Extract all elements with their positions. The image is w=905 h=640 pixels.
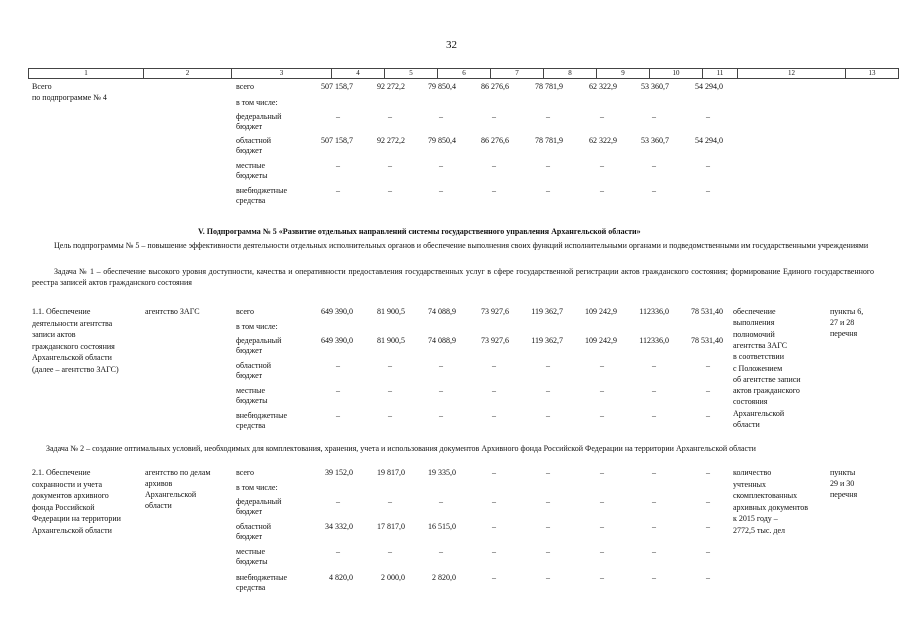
- value-cell: 53 360,7: [641, 82, 669, 91]
- value-cell: –: [546, 361, 550, 370]
- value-cell: –: [336, 386, 340, 395]
- source-label: внебюджетные: [236, 411, 287, 420]
- source-label: в том числе:: [236, 322, 278, 331]
- block3-result-line: скомплектованных: [733, 491, 798, 500]
- block2-item-line: (далее – агентство ЗАГС): [32, 364, 119, 374]
- header-col-12: 12: [738, 69, 846, 79]
- value-cell: –: [600, 547, 604, 556]
- header-col-2: 2: [144, 69, 232, 79]
- block2-result-line: состояния: [733, 397, 768, 407]
- value-cell: –: [439, 547, 443, 556]
- block3-item-line: сохранности и учета: [32, 479, 102, 489]
- value-cell: 19 817,0: [377, 468, 405, 477]
- value-cell: –: [492, 468, 496, 477]
- block1-label: по подпрограмме № 4: [32, 93, 107, 102]
- column-number-header: [28, 68, 899, 79]
- value-cell: 109 242,9: [585, 307, 617, 316]
- block3-executor-line: области: [145, 501, 172, 510]
- value-cell: –: [652, 386, 656, 395]
- source-label: областной: [236, 361, 272, 370]
- value-cell: –: [492, 573, 496, 582]
- value-cell: –: [336, 411, 340, 420]
- value-cell: –: [388, 411, 392, 420]
- value-cell: 78 781,9: [535, 136, 563, 145]
- value-cell: 4 820,0: [329, 573, 353, 582]
- value-cell: –: [706, 497, 710, 506]
- goal-text: Цель подпрограммы № 5 – повышение эффективности деятельности отдельных исполнительных органов и обеспечение выполнения своих функций исполнительными органами и подведомственными им государственными учреждениями: [54, 241, 869, 250]
- value-cell: 119 362,7: [531, 336, 563, 345]
- value-cell: 92 272,2: [377, 82, 405, 91]
- value-cell: –: [600, 186, 604, 195]
- value-cell: 78 531,40: [691, 336, 723, 345]
- source-label: внебюджетные: [236, 186, 287, 195]
- value-cell: –: [546, 468, 550, 477]
- value-cell: –: [336, 112, 340, 121]
- section-title: V. Подпрограмма № 5 «Развитие отдельных направлений системы государственного управления Архангельской области»: [198, 227, 641, 236]
- value-cell: 78 531,40: [691, 307, 723, 316]
- header-col-5: 5: [385, 69, 438, 79]
- value-cell: –: [388, 112, 392, 121]
- header-col-9: 9: [597, 69, 650, 79]
- source-label: федеральный: [236, 497, 282, 506]
- value-cell: –: [706, 186, 710, 195]
- block1-label: Всего: [32, 82, 52, 91]
- value-cell: 2 820,0: [432, 573, 456, 582]
- value-cell: 112336,0: [639, 336, 669, 345]
- value-cell: –: [492, 522, 496, 531]
- value-cell: 507 158,7: [321, 82, 353, 91]
- source-label: местные: [236, 386, 266, 395]
- block2-result-line: об агентстве записи: [733, 374, 801, 384]
- value-cell: 92 272,2: [377, 136, 405, 145]
- block2-links-line: 27 и 28: [830, 318, 855, 327]
- block3-executor-line: архивов: [145, 479, 173, 488]
- source-label: средства: [236, 421, 266, 430]
- value-cell: –: [546, 161, 550, 170]
- block2-links-line: перечня: [830, 329, 858, 338]
- value-cell: –: [652, 468, 656, 477]
- value-cell: –: [706, 112, 710, 121]
- value-cell: 81 900,5: [377, 307, 405, 316]
- block2-executor-line: агентство ЗАГС: [145, 307, 200, 316]
- header-col-8: 8: [544, 69, 597, 79]
- header-col-7: 7: [491, 69, 544, 79]
- source-label: бюджеты: [236, 557, 268, 566]
- value-cell: 39 152,0: [325, 468, 353, 477]
- value-cell: 2 000,0: [381, 573, 405, 582]
- value-cell: –: [492, 411, 496, 420]
- block3-item-line: документов архивного: [32, 491, 109, 500]
- value-cell: –: [600, 386, 604, 395]
- source-label: областной: [236, 522, 272, 531]
- value-cell: –: [439, 161, 443, 170]
- value-cell: –: [652, 186, 656, 195]
- value-cell: –: [492, 386, 496, 395]
- value-cell: –: [492, 186, 496, 195]
- value-cell: 62 322,9: [589, 82, 617, 91]
- block3-links-line: пункты: [830, 468, 856, 477]
- value-cell: –: [492, 161, 496, 170]
- value-cell: –: [600, 497, 604, 506]
- header-col-10: 10: [650, 69, 703, 79]
- source-label: местные: [236, 161, 266, 170]
- value-cell: 54 294,0: [695, 82, 723, 91]
- value-cell: 112336,0: [639, 307, 669, 316]
- value-cell: 74 088,9: [428, 336, 456, 345]
- source-label: бюджет: [236, 532, 263, 541]
- page-number: 32: [446, 39, 457, 51]
- source-label: всего: [236, 468, 255, 477]
- block3-result-line: учтенных: [733, 479, 767, 489]
- value-cell: –: [388, 161, 392, 170]
- block2-result-line: области: [733, 420, 760, 429]
- value-cell: –: [706, 547, 710, 556]
- value-cell: –: [439, 411, 443, 420]
- value-cell: –: [388, 186, 392, 195]
- value-cell: –: [652, 547, 656, 556]
- value-cell: –: [336, 497, 340, 506]
- value-cell: –: [600, 573, 604, 582]
- source-label: в том числе:: [236, 98, 278, 107]
- value-cell: –: [546, 497, 550, 506]
- value-cell: –: [706, 386, 710, 395]
- block2-item-line: Архангельской области: [32, 353, 112, 362]
- value-cell: –: [492, 547, 496, 556]
- source-label: бюджет: [236, 346, 263, 355]
- source-label: средства: [236, 583, 266, 592]
- value-cell: –: [600, 411, 604, 420]
- value-cell: –: [439, 361, 443, 370]
- value-cell: –: [652, 361, 656, 370]
- value-cell: –: [492, 361, 496, 370]
- block3-result-line: архивных документов: [733, 502, 809, 512]
- value-cell: –: [439, 186, 443, 195]
- header-col-3: 3: [232, 69, 332, 79]
- source-label: местные: [236, 547, 266, 556]
- block2-links-line: пункты 6,: [830, 307, 864, 316]
- block3-item-line: Архангельской области: [32, 525, 112, 535]
- source-label: всего: [236, 307, 255, 316]
- value-cell: –: [600, 161, 604, 170]
- source-label: средства: [236, 196, 266, 205]
- block2-result-line: полномочий: [733, 329, 775, 339]
- block2-result-line: Архангельской: [733, 408, 785, 418]
- value-cell: 73 927,6: [481, 336, 509, 345]
- value-cell: –: [652, 497, 656, 506]
- block3-links-line: перечня: [830, 490, 858, 499]
- value-cell: 507 158,7: [321, 136, 353, 145]
- block2-result-line: агентства ЗАГС: [733, 340, 788, 350]
- value-cell: –: [706, 411, 710, 420]
- block3-item-line: Федерации на территории: [32, 514, 121, 523]
- value-cell: 109 242,9: [585, 336, 617, 345]
- task1-text: Задача № 1 – обеспечение высокого уровня доступности, качества и оперативности предоставления государственных услуг в сфере государственной регистрации актов гражданского состояния; формирование Единого государственного реестра записей актов гражданского состояния: [32, 267, 874, 287]
- source-label: бюджеты: [236, 171, 268, 180]
- header-col-4: 4: [332, 69, 385, 79]
- source-label: всего: [236, 82, 255, 91]
- block3-executor-line: агентство по делам: [145, 468, 211, 477]
- value-cell: –: [492, 497, 496, 506]
- block3-item-line: 2.1. Обеспечение: [32, 468, 91, 477]
- value-cell: –: [706, 522, 710, 531]
- source-label: в том числе:: [236, 483, 278, 492]
- block3-result-line: к 2015 году –: [733, 514, 778, 523]
- value-cell: 54 294,0: [695, 136, 723, 145]
- value-cell: –: [600, 468, 604, 477]
- value-cell: –: [336, 161, 340, 170]
- value-cell: –: [439, 386, 443, 395]
- source-label: бюджеты: [236, 396, 268, 405]
- block2-item-line: 1.1. Обеспечение: [32, 307, 91, 316]
- value-cell: –: [546, 547, 550, 556]
- block2-result-line: выполнения: [733, 318, 775, 328]
- block2-item-line: гражданского состояния: [32, 341, 115, 351]
- source-label: федеральный: [236, 112, 282, 121]
- block2-result-line: обеспечение: [733, 307, 776, 316]
- value-cell: –: [706, 361, 710, 370]
- value-cell: 74 088,9: [428, 307, 456, 316]
- value-cell: –: [336, 547, 340, 556]
- source-label: областной: [236, 136, 272, 145]
- value-cell: –: [492, 112, 496, 121]
- value-cell: 81 900,5: [377, 336, 405, 345]
- source-label: бюджет: [236, 507, 263, 516]
- source-label: внебюджетные: [236, 573, 287, 582]
- value-cell: 34 332,0: [325, 522, 353, 531]
- value-cell: 19 335,0: [428, 468, 456, 477]
- value-cell: –: [600, 112, 604, 121]
- value-cell: –: [388, 361, 392, 370]
- value-cell: –: [439, 497, 443, 506]
- source-label: федеральный: [236, 336, 282, 345]
- header-col-6: 6: [438, 69, 491, 79]
- value-cell: 53 360,7: [641, 136, 669, 145]
- header-col-13: 13: [846, 69, 899, 79]
- value-cell: –: [336, 361, 340, 370]
- block3-item-line: фонда Российской: [32, 502, 95, 512]
- value-cell: –: [652, 411, 656, 420]
- header-col-11: 11: [703, 69, 738, 79]
- task2-text: Задача № 2 – создание оптимальных условий, необходимых для комплектования, хранения, учета и использования документов Архивного фонда Российской Федерации на территории Архангельской области: [46, 444, 756, 453]
- value-cell: –: [652, 112, 656, 121]
- value-cell: 79 850,4: [428, 136, 456, 145]
- value-cell: 73 927,6: [481, 307, 509, 316]
- value-cell: 78 781,9: [535, 82, 563, 91]
- value-cell: 62 322,9: [589, 136, 617, 145]
- block2-result-line: актов гражданского: [733, 386, 800, 396]
- value-cell: –: [546, 186, 550, 195]
- value-cell: –: [652, 522, 656, 531]
- value-cell: –: [600, 361, 604, 370]
- value-cell: –: [546, 411, 550, 420]
- source-label: бюджет: [236, 146, 263, 155]
- value-cell: –: [706, 161, 710, 170]
- block3-result-line: 2772,5 тыс. дел: [733, 525, 786, 535]
- value-cell: 119 362,7: [531, 307, 563, 316]
- block3-executor-line: Архангельской: [145, 490, 197, 499]
- value-cell: –: [706, 468, 710, 477]
- value-cell: –: [388, 547, 392, 556]
- value-cell: 649 390,0: [321, 336, 353, 345]
- value-cell: –: [652, 573, 656, 582]
- value-cell: –: [336, 186, 340, 195]
- block2-item-line: деятельности агентства: [32, 318, 113, 328]
- source-label: бюджет: [236, 371, 263, 380]
- block3-links-line: 29 и 30: [830, 479, 855, 488]
- value-cell: 649 390,0: [321, 307, 353, 316]
- block3-result-line: количество: [733, 468, 772, 477]
- value-cell: –: [546, 112, 550, 121]
- value-cell: 86 276,6: [481, 82, 509, 91]
- header-col-1: 1: [29, 69, 144, 79]
- value-cell: –: [706, 573, 710, 582]
- value-cell: –: [546, 522, 550, 531]
- block2-result-line: в соответствии: [733, 352, 784, 362]
- value-cell: –: [388, 386, 392, 395]
- value-cell: 16 515,0: [428, 522, 456, 531]
- block2-item-line: записи актов: [32, 330, 76, 339]
- value-cell: 86 276,6: [481, 136, 509, 145]
- value-cell: –: [652, 161, 656, 170]
- value-cell: 17 817,0: [377, 522, 405, 531]
- value-cell: –: [546, 573, 550, 582]
- value-cell: –: [600, 522, 604, 531]
- value-cell: –: [439, 112, 443, 121]
- value-cell: 79 850,4: [428, 82, 456, 91]
- source-label: бюджет: [236, 122, 263, 131]
- value-cell: –: [546, 386, 550, 395]
- value-cell: –: [388, 497, 392, 506]
- block2-result-line: с Положением: [733, 363, 783, 373]
